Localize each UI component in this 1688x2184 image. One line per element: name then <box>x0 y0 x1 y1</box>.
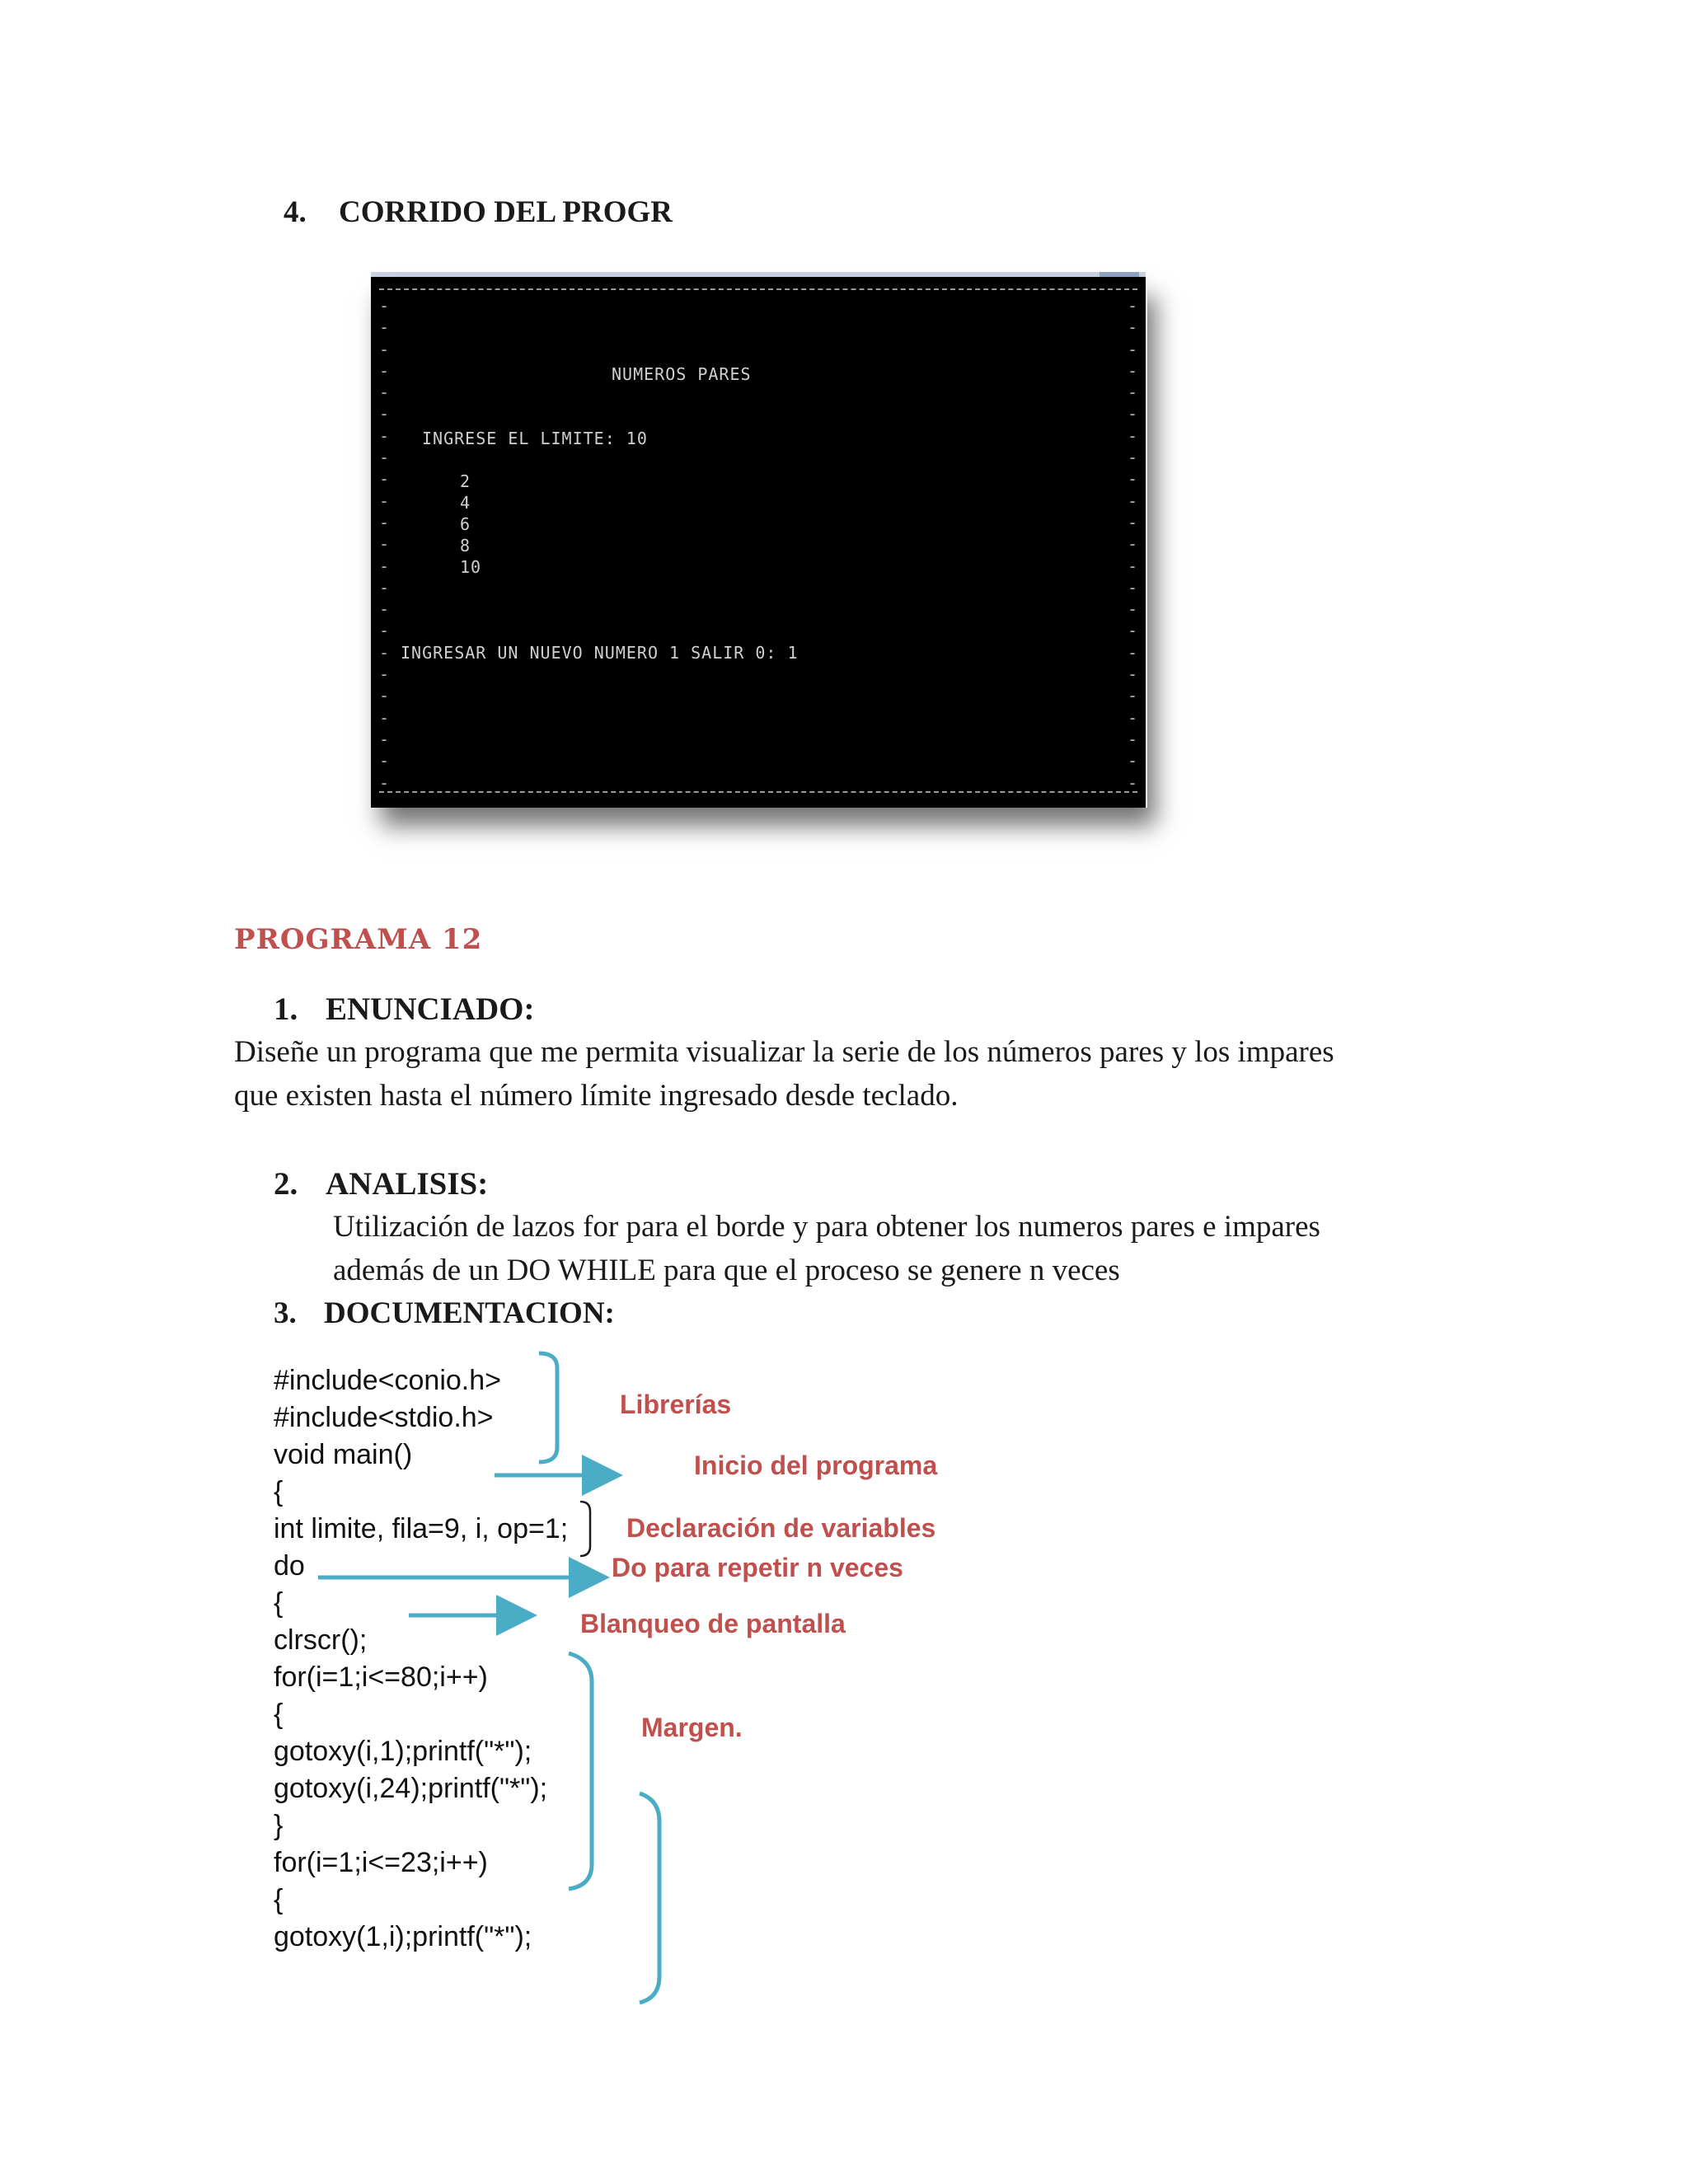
code-line: void main() <box>274 1439 413 1470</box>
console-title: NUMEROS PARES <box>612 364 752 384</box>
code-line: do <box>274 1550 305 1582</box>
bracket-icon <box>580 1502 590 1556</box>
bracket-icon <box>569 1653 592 1889</box>
console-border-right: - - - - - - - - - - - - - - - - - - - - - - - <box>1127 296 1137 793</box>
code-line: for(i=1;i<=80;i++) <box>274 1661 488 1693</box>
code-line: { <box>274 1884 284 1915</box>
console-value: 6 <box>460 514 471 534</box>
annotation-do: Do para repetir n veces <box>612 1553 903 1582</box>
code-line: gotoxy(i,24);printf("*"); <box>274 1773 548 1804</box>
annotation-librerias: Librerías <box>620 1390 732 1419</box>
section-number: 4. <box>284 195 307 229</box>
bracket-icon <box>640 1793 659 2003</box>
program-title: PROGRAMA 12 <box>234 923 483 956</box>
annotation-margen: Margen. <box>641 1713 743 1742</box>
code-line: for(i=1;i<=23;i++) <box>274 1847 488 1878</box>
console-value: 2 <box>460 471 471 491</box>
section-title: ENUNCIADO: <box>326 991 535 1027</box>
console-limit-prompt: INGRESE EL LIMITE: 10 <box>422 429 648 448</box>
console-value: 10 <box>460 557 482 577</box>
section-number: 1. <box>274 991 298 1027</box>
annotation-blanqueo: Blanqueo de pantalla <box>580 1609 846 1638</box>
annotation-declaracion: Declaración de variables <box>626 1513 936 1543</box>
code-line: gotoxy(1,i);printf("*"); <box>274 1921 532 1952</box>
console-border-left: - - - - - - - - - - - - - - - - - - - - - - - <box>379 296 390 793</box>
code-line: int limite, fila=9, i, op=1; <box>274 1513 569 1544</box>
code-line: gotoxy(i,1);printf("*"); <box>274 1736 532 1767</box>
paragraph-line: Utilización de lazos for para el borde y para obtener los numeros pares e impares <box>333 1210 1320 1244</box>
code-line: } <box>274 1810 284 1841</box>
section-number: 2. <box>274 1166 298 1202</box>
bracket-icon <box>539 1353 557 1462</box>
section-number: 3. <box>274 1296 297 1330</box>
section-title: ANALISIS: <box>326 1166 489 1202</box>
code-line: { <box>274 1476 284 1507</box>
console-value: 4 <box>460 493 471 513</box>
code-line: { <box>274 1699 284 1730</box>
code-line: #include<conio.h> <box>274 1365 502 1396</box>
paragraph-line: que existen hasta el número límite ingresado desde teclado. <box>234 1079 959 1113</box>
console-repeat-prompt: INGRESAR UN NUEVO NUMERO 1 SALIR 0: 1 <box>401 643 799 663</box>
paragraph-line: Diseñe un programa que me permita visualizar la serie de los números pares y los impares <box>234 1035 1334 1069</box>
code-line: #include<stdio.h> <box>274 1402 494 1433</box>
annotation-inicio: Inicio del programa <box>694 1451 938 1480</box>
section-title: DOCUMENTACION: <box>324 1296 615 1330</box>
paragraph-line: además de un DO WHILE para que el proceso se genere n veces <box>333 1254 1120 1287</box>
code-line: { <box>274 1587 284 1619</box>
console-value: 8 <box>460 536 471 555</box>
code-line: clrscr(); <box>274 1624 368 1656</box>
section-title: CORRIDO DEL PROGR <box>339 195 673 229</box>
